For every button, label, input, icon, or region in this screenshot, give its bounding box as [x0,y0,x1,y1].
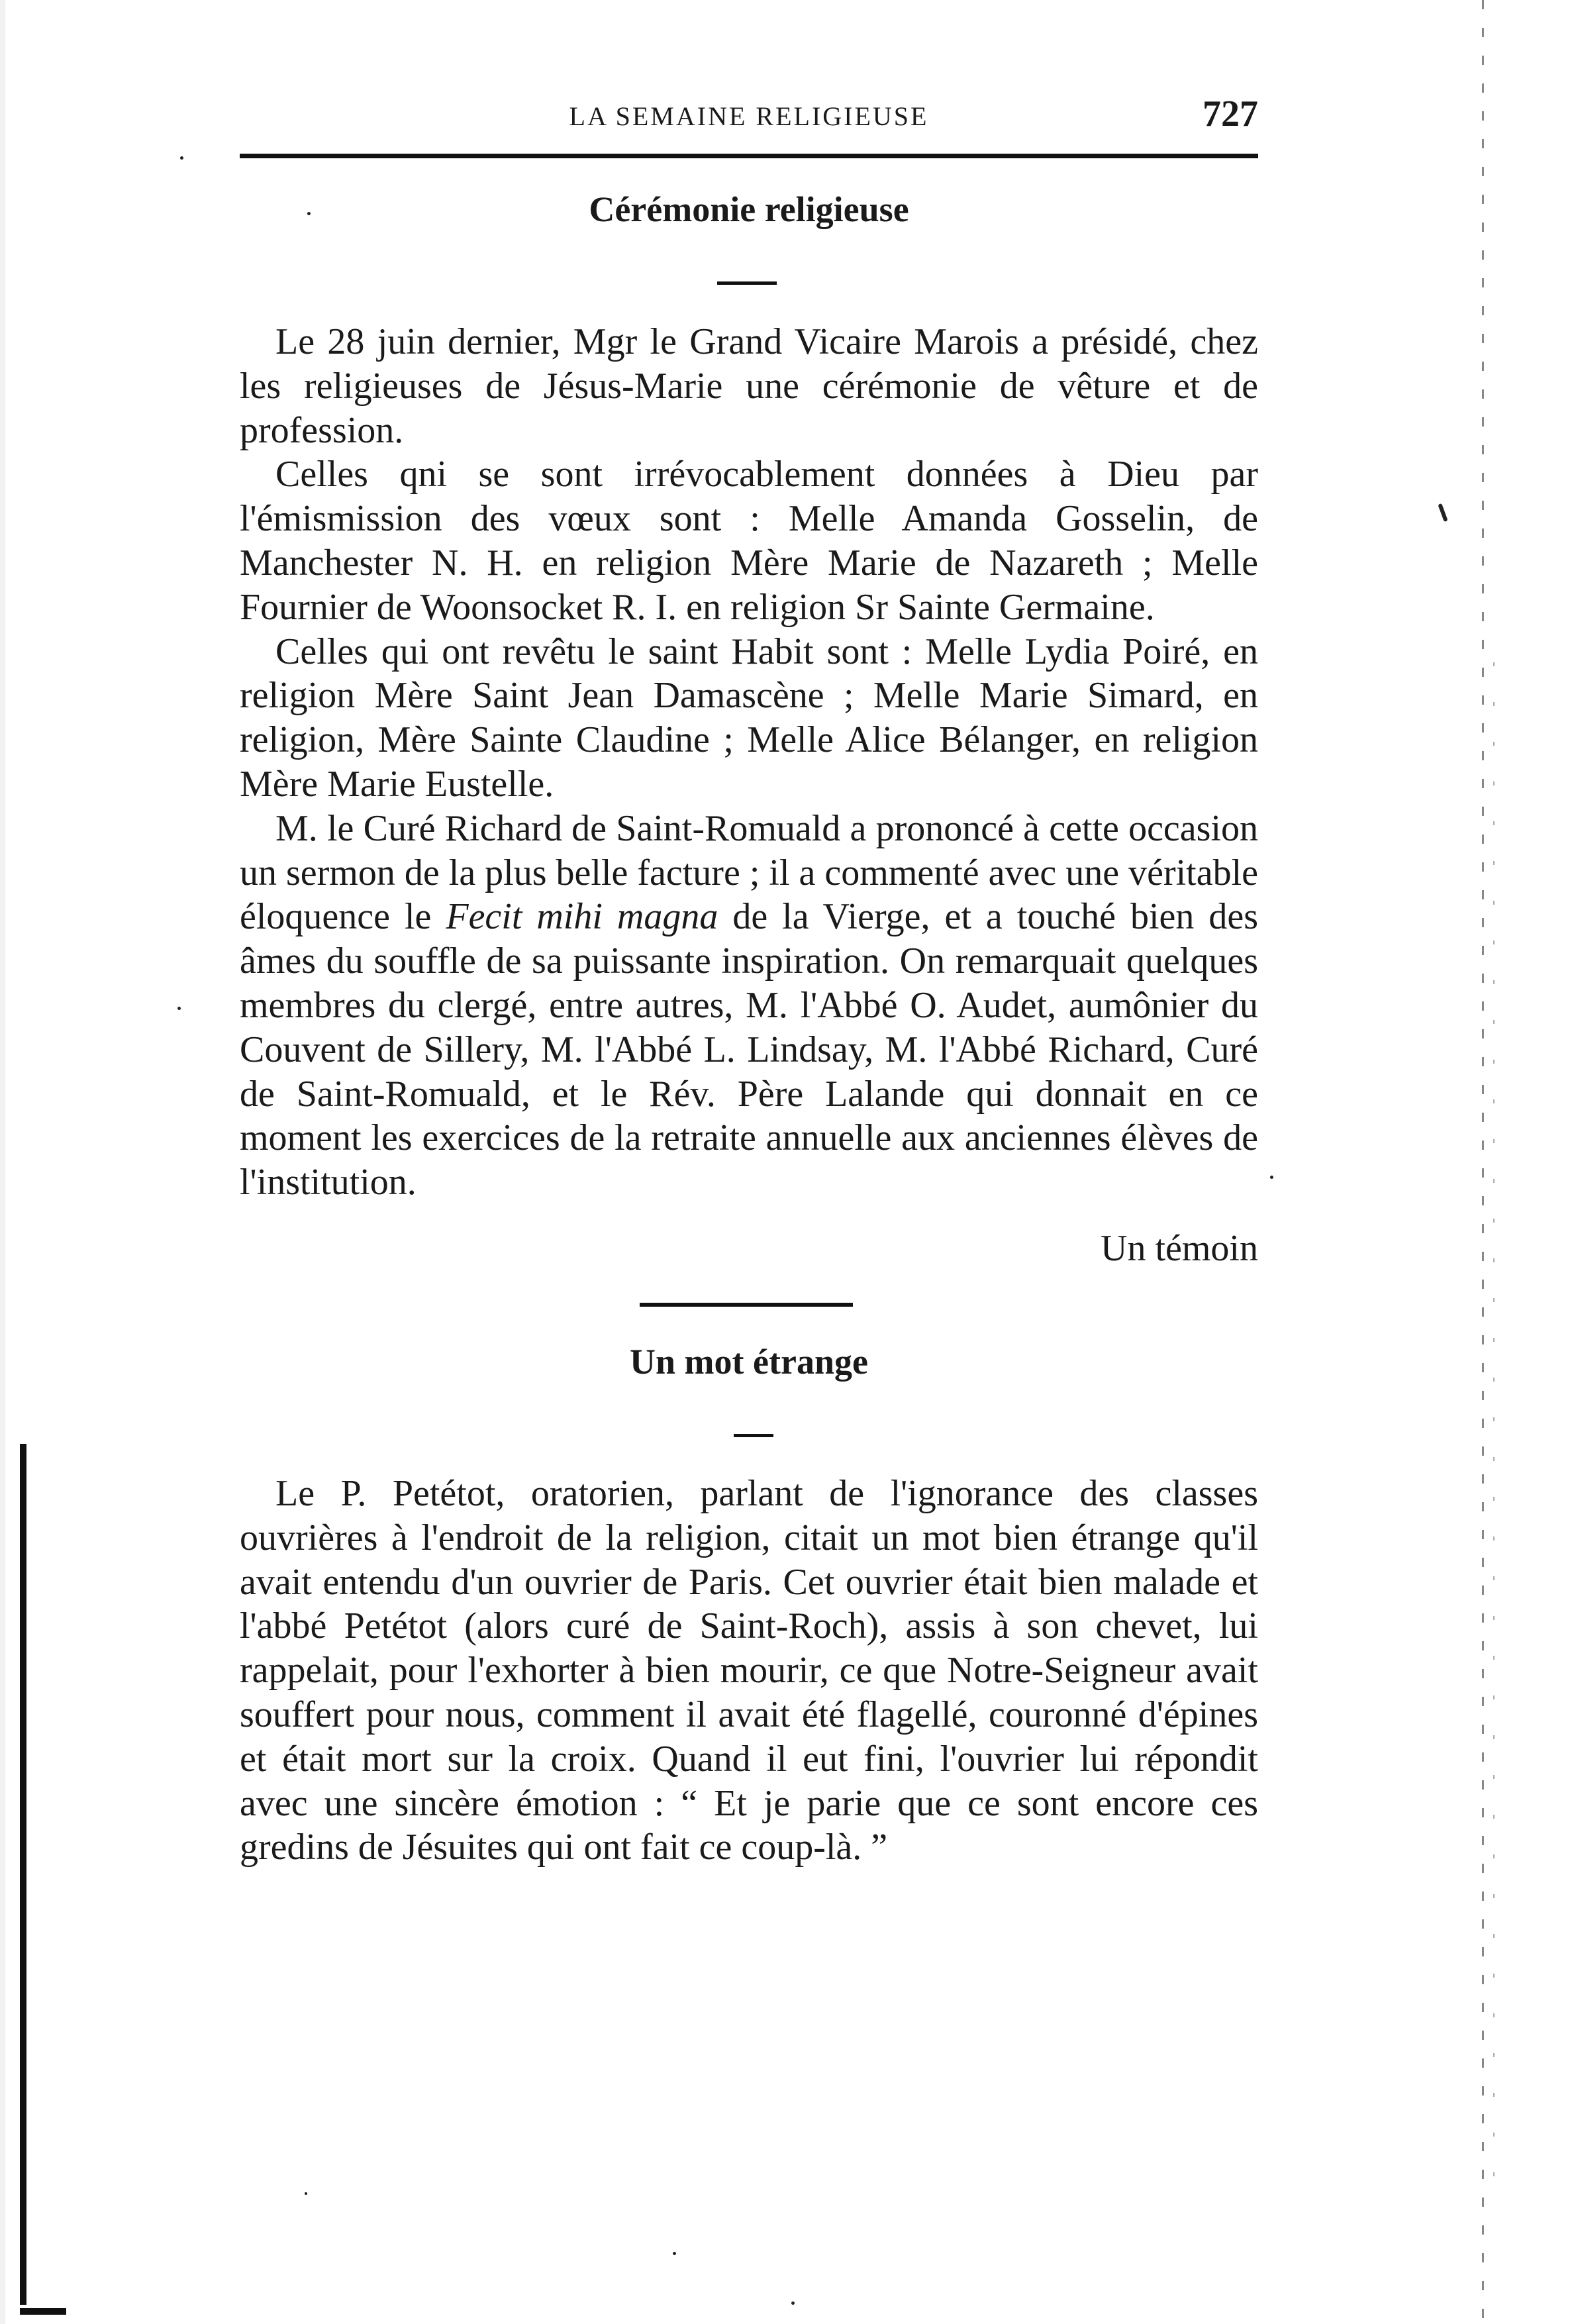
scan-mark [1438,503,1448,522]
page-edge-noise-secondary [1493,662,1495,2186]
page-edge-noise [1482,0,1484,2324]
header-rule [240,154,1258,158]
paragraph: Celles qui ont revêtu le saint Habit sont : Melle Lydia Poiré, en religion Mère Saint Jean Damascène ; Melle Marie Simard, en religion, Mère Sainte Claudine ; Melle Alice Bélanger, en religion Mère Marie Eustelle. [240,631,1258,805]
binding-edge-foot [20,2308,66,2315]
paragraph-text: de la Vierge, et a touché bien des âmes du souffle de sa puissante inspiration. On remarquait quelques membres du clergé, entre autres, M. l'Abbé O. Audet, aumônier du Couvent de Sillery, M. l'Abbé L. Lindsay, M. l'Abbé Richard, Curé de Saint-Romuald, et le Rév. Père Lalande qui donnait en ce moment les exercices de la retraite annuelle aux anciennes élèves de l'institution. [240,896,1259,1203]
scan-spine-shadow [0,0,5,2324]
latin-quotation: Fecit mihi magna [446,896,718,938]
scan-speck [180,156,183,160]
article-body [240,1472,1258,1870]
article-title: Un mot étrange [630,1342,868,1382]
page-number: 727 [1203,93,1258,134]
scan-speck [791,2301,795,2305]
paragraph: Le P. Petétot, oratorien, parlant de l'ignorance des classes ouvrières à l'endroit de la religion, citait un mot bien étrange qu'il avait entendu d'un ouvrier de Paris. Cet ouvrier était bien malade et l'abbé Petétot (alors curé de Saint-Roch), assis à son chevet, lui rappelait, pour l'exhorter à bien mourir, ce que Notre-Seigneur avait souffert pour nous, comment il avait été flagellé, couronné d'épines et était mort sur la croix. Quand il eut fini, l'ouvrier lui répondit avec une sincère émotion : “ Et je parie que ce sont encore ces gredins de Jésuites qui ont fait ce coup-là. ” [240,1473,1258,1868]
article-body [240,320,1258,1205]
running-head-title: LA SEMAINE RELIGIEUSE [569,101,929,131]
paragraph: Celles qni se sont irrévocablement données à Dieu par l'émismission des vœux sont : Melle Amanda Gosselin, de Manchester N. H. en religion Mère Marie de Nazareth ; Melle Fournier de Woonsocket R. I. en religion Sr Sainte Germaine. [240,454,1258,628]
binding-edge-line [20,1444,26,2305]
article-signature: Un témoin [1101,1228,1258,1269]
paragraph [240,807,1258,1205]
title-separator-dash [734,1434,773,1437]
scan-speck [673,2252,676,2255]
running-head [240,93,1258,152]
title-separator-dash [717,281,777,285]
scan-speck [305,2192,307,2195]
scan-speck [177,1007,181,1010]
scan-speck [1270,1176,1273,1179]
section-divider [640,1303,853,1307]
article-title: Cérémonie religieuse [589,189,909,229]
paragraph-text: M. le Curé Richard de Saint-Romuald a prononcé à cette occasion un sermon de la plus belle facture ; il a commenté avec une véritable éloquence le [240,807,1258,938]
paragraph: Le 28 juin dernier, Mgr le Grand Vicaire Marois a présidé, chez les religieuses de Jésus-Marie une cérémonie de vêture et de profession. [240,321,1258,451]
